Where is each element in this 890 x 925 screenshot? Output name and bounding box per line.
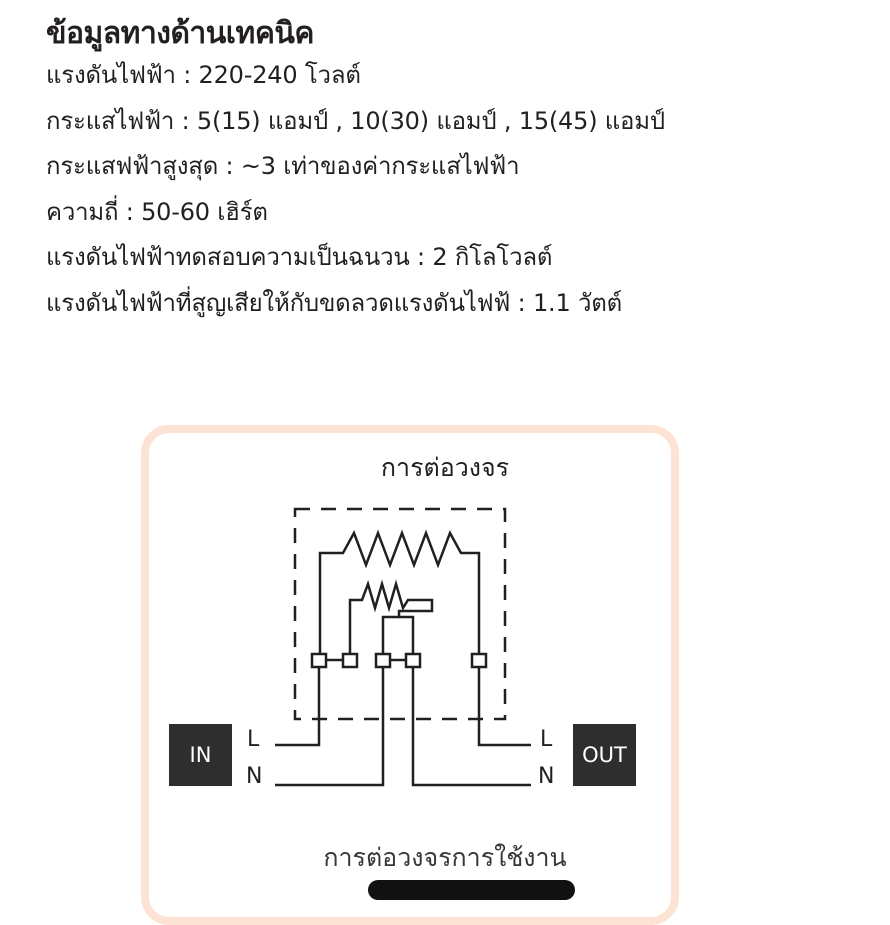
in-tag: IN	[169, 724, 232, 786]
spec-coil-loss: แรงดันไฟฟ้าที่สูญเสียให้กับขดลวดแรงดันไฟฟ้ : 1.1 วัตต์	[46, 288, 623, 317]
spec-frequency: ความถี่ : 50-60 เฮิร์ต	[46, 197, 268, 226]
in-neutral-wire	[275, 667, 383, 785]
out-line-wire	[479, 667, 531, 745]
in-line-wire	[275, 667, 319, 745]
current-coil	[350, 584, 432, 658]
spec-current: กระแสไฟฟ้า : 5(15) แอมป์ , 10(30) แอมป์ , 15(45) แอมป์	[46, 106, 665, 135]
spec-voltage: แรงดันไฟฟ้า : 220-240 โวลต์	[46, 61, 361, 89]
current-link-wire	[399, 617, 413, 658]
out-neutral-wire	[413, 667, 531, 785]
in-line-letter: L	[247, 727, 260, 752]
in-neutral-letter: N	[246, 764, 263, 789]
spec-max-current: กระแสฟฟ้าสูงสุด : ~3 เท่าของค่ากระแสไฟฟ้า	[46, 152, 520, 180]
usage-caption: การต่อวงจรการใช้งาน	[323, 843, 567, 872]
terminal-4	[406, 654, 420, 667]
home-indicator-bar[interactable]	[368, 880, 575, 900]
out-tag: OUT	[573, 724, 636, 786]
circuit-title: การต่อวงจร	[380, 453, 510, 482]
spec-insulation-test: แรงดันไฟฟ้าทดสอบความเป็นฉนวน : 2 กิโลโวลต์	[46, 243, 553, 271]
terminal-2	[343, 654, 357, 667]
out-line-letter: L	[540, 727, 553, 752]
out-neutral-letter: N	[538, 764, 555, 789]
terminal-5	[472, 654, 486, 667]
terminal-1	[312, 654, 326, 667]
spec-title: ข้อมูลทางด้านเทคนิค	[46, 16, 314, 51]
terminal-3	[376, 654, 390, 667]
